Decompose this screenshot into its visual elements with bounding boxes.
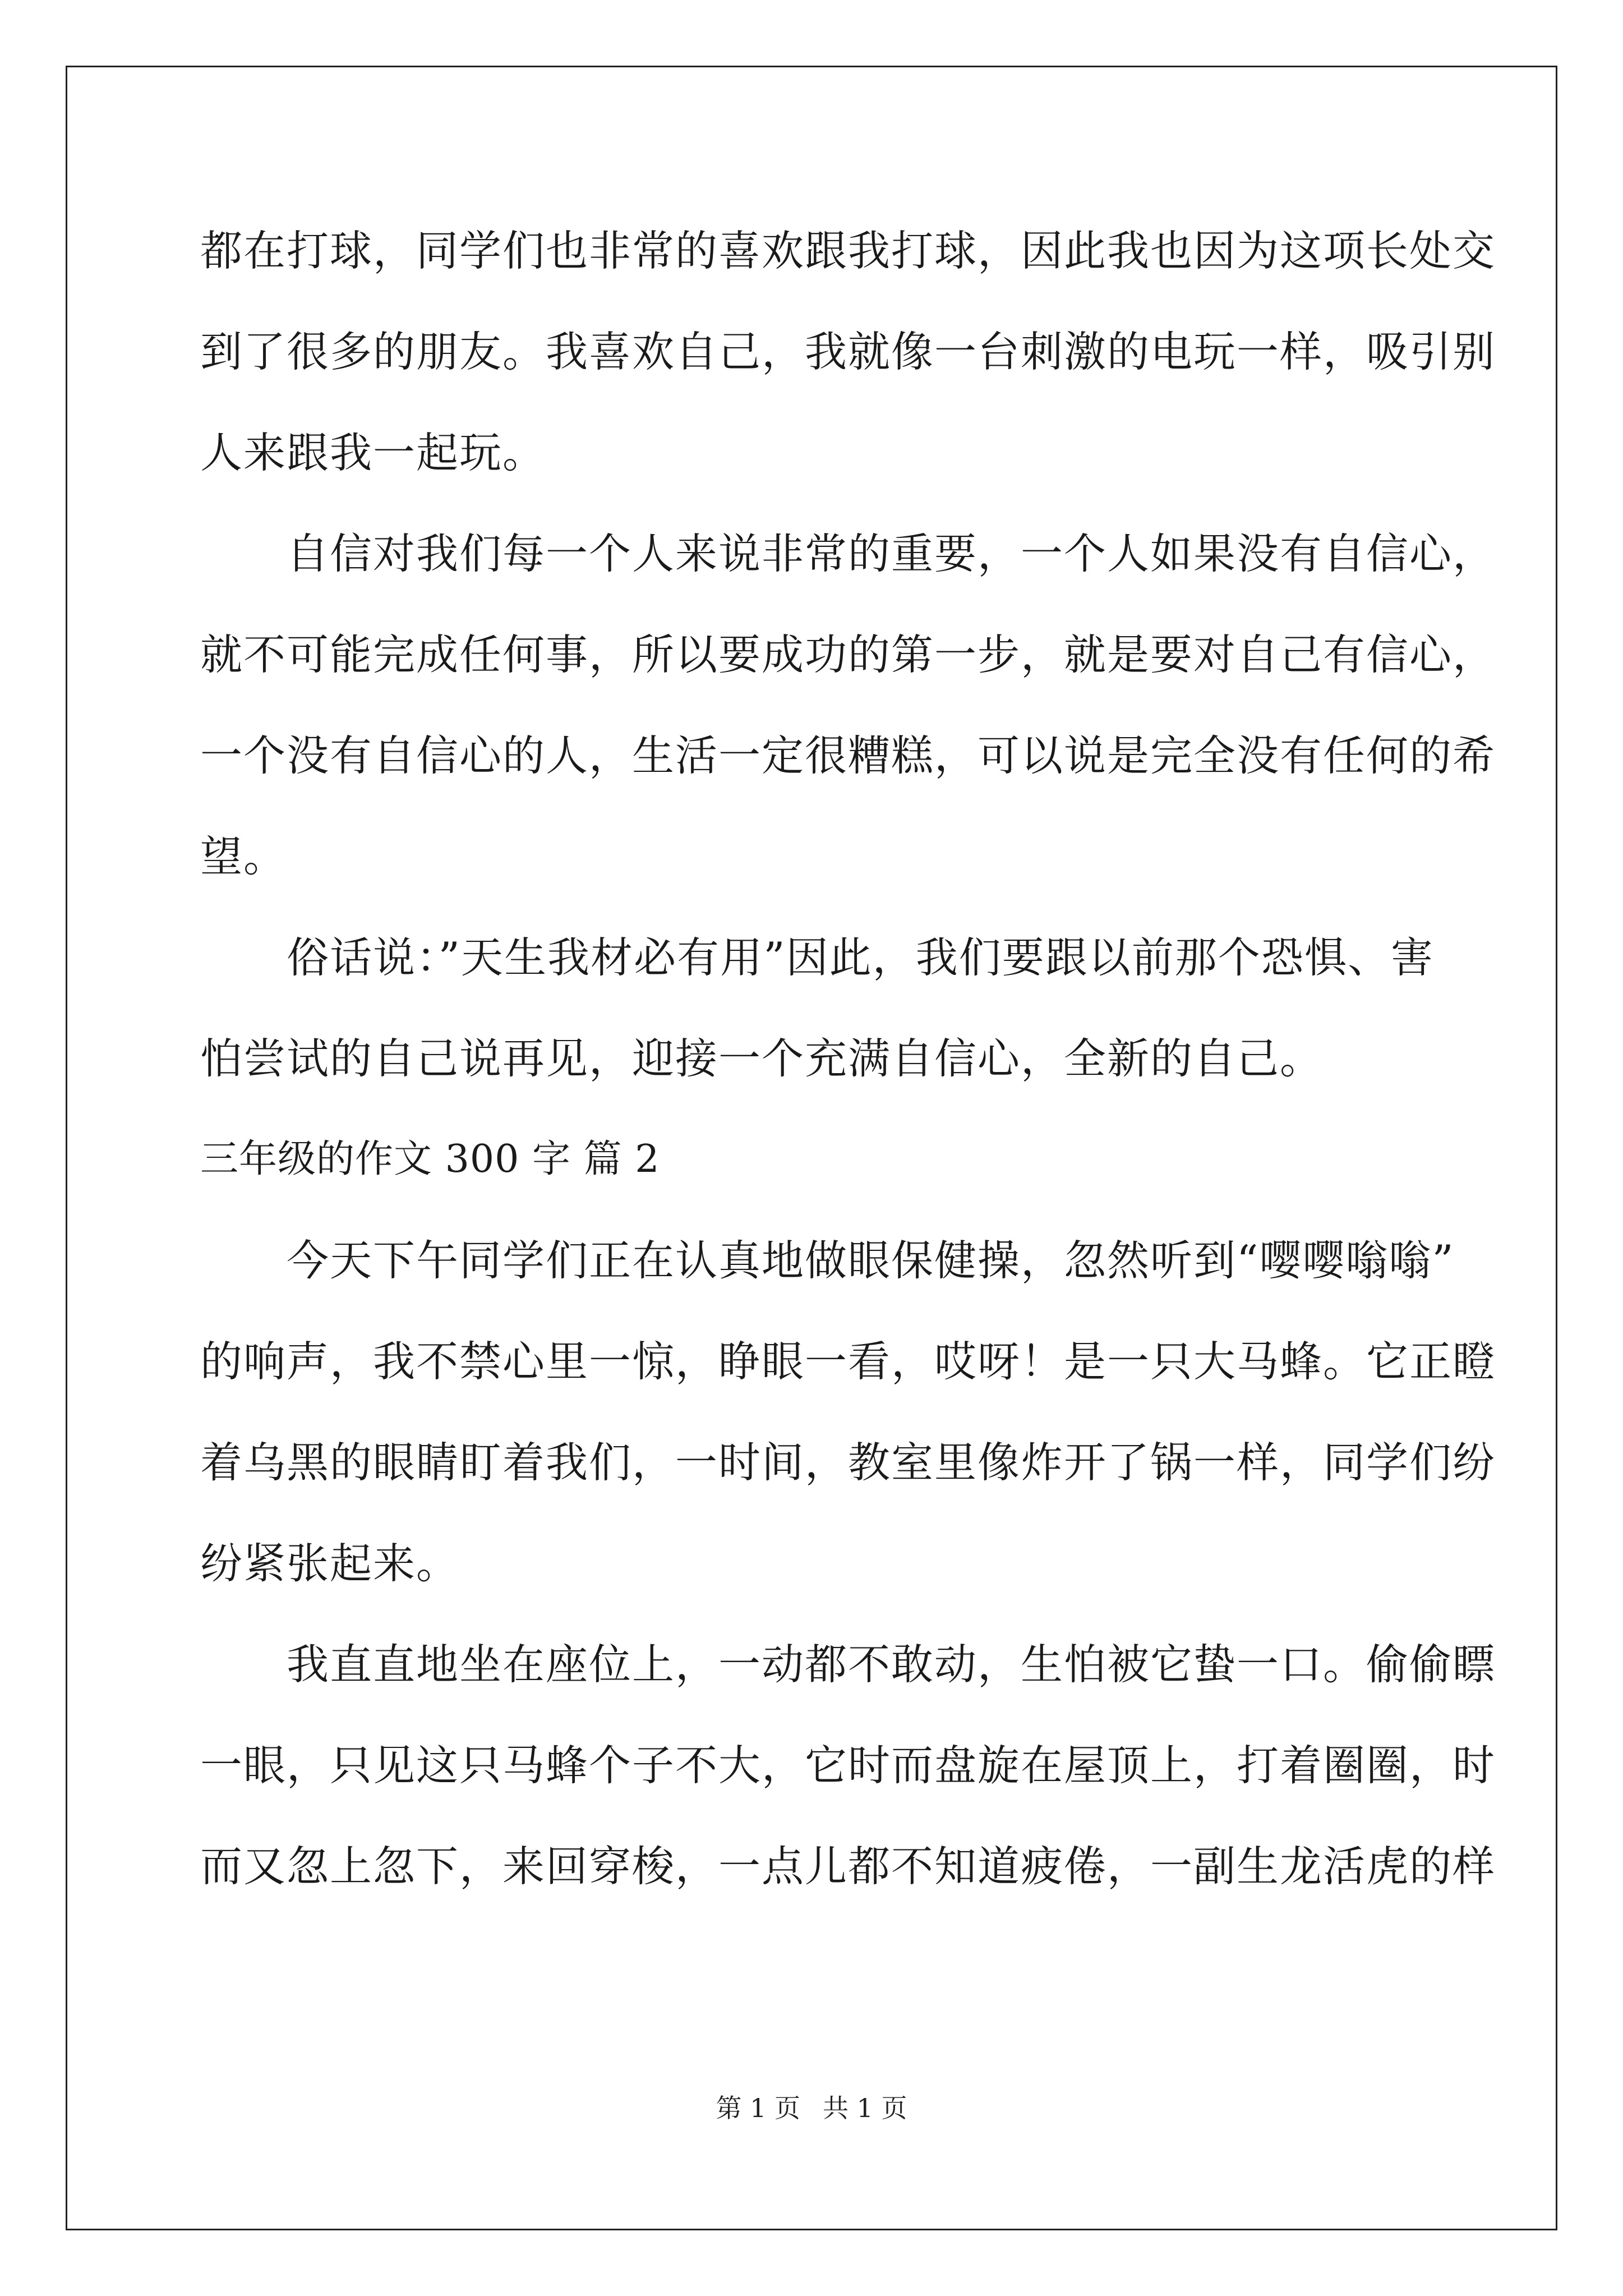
text-line-16: 一眼，只见这只马蜂个子不大，它时而盘旋在屋顶上，打着圈圈，时 <box>200 1741 1496 1790</box>
text-line-12: 的响声，我不禁心里一惊，睁眼一看，哎呀！是一只大马蜂。它正瞪 <box>200 1337 1496 1386</box>
text-line-8: 俗话说：”天生我材必有用”因此，我们要跟以前那个恐惧、害 <box>200 933 1434 982</box>
text-line-15: 我直直地坐在座位上，一动都不敢动，生怕被它蛰一口。偷偷瞟 <box>200 1640 1496 1689</box>
text-line-3: 人来跟我一起玩。 <box>200 428 546 477</box>
text-line-5: 就不可能完成任何事，所以要成功的第一步，就是要对自己有信心， <box>200 630 1496 679</box>
text-line-9: 怕尝试的自己说再见，迎接一个充满自信心，全新的自己。 <box>200 1034 1324 1083</box>
text-line-11: 今天下午同学们正在认真地做眼保健操，忽然听到“嘤嘤嗡嗡” <box>200 1236 1455 1285</box>
page-number: 第 1 页 <box>716 2093 800 2123</box>
text-line-13: 着乌黑的眼睛盯着我们，一时间，教室里像炸开了锅一样，同学们纷 <box>200 1438 1496 1487</box>
text-line-7: 望。 <box>200 832 287 881</box>
section-heading: 三年级的作文 300 字 篇 2 <box>200 1137 660 1181</box>
text-line-17: 而又忽上忽下，来回穿梭，一点儿都不知道疲倦，一副生龙活虎的样 <box>200 1842 1496 1891</box>
page-footer <box>0 2091 1623 2125</box>
text-line-4: 自信对我们每一个人来说非常的重要，一个人如果没有自信心， <box>200 529 1496 578</box>
text-line-6: 一个没有自信心的人，生活一定很糟糕，可以说是完全没有任何的希 <box>200 731 1496 780</box>
text-line-14: 纷紧张起来。 <box>200 1539 460 1588</box>
page-total: 共 1 页 <box>823 2093 907 2123</box>
text-line-1: 都在打球，同学们也非常的喜欢跟我打球，因此我也因为这项长处交 <box>200 226 1496 275</box>
text-line-2: 到了很多的朋友。我喜欢自己，我就像一台刺激的电玩一样，吸引别 <box>200 327 1496 376</box>
